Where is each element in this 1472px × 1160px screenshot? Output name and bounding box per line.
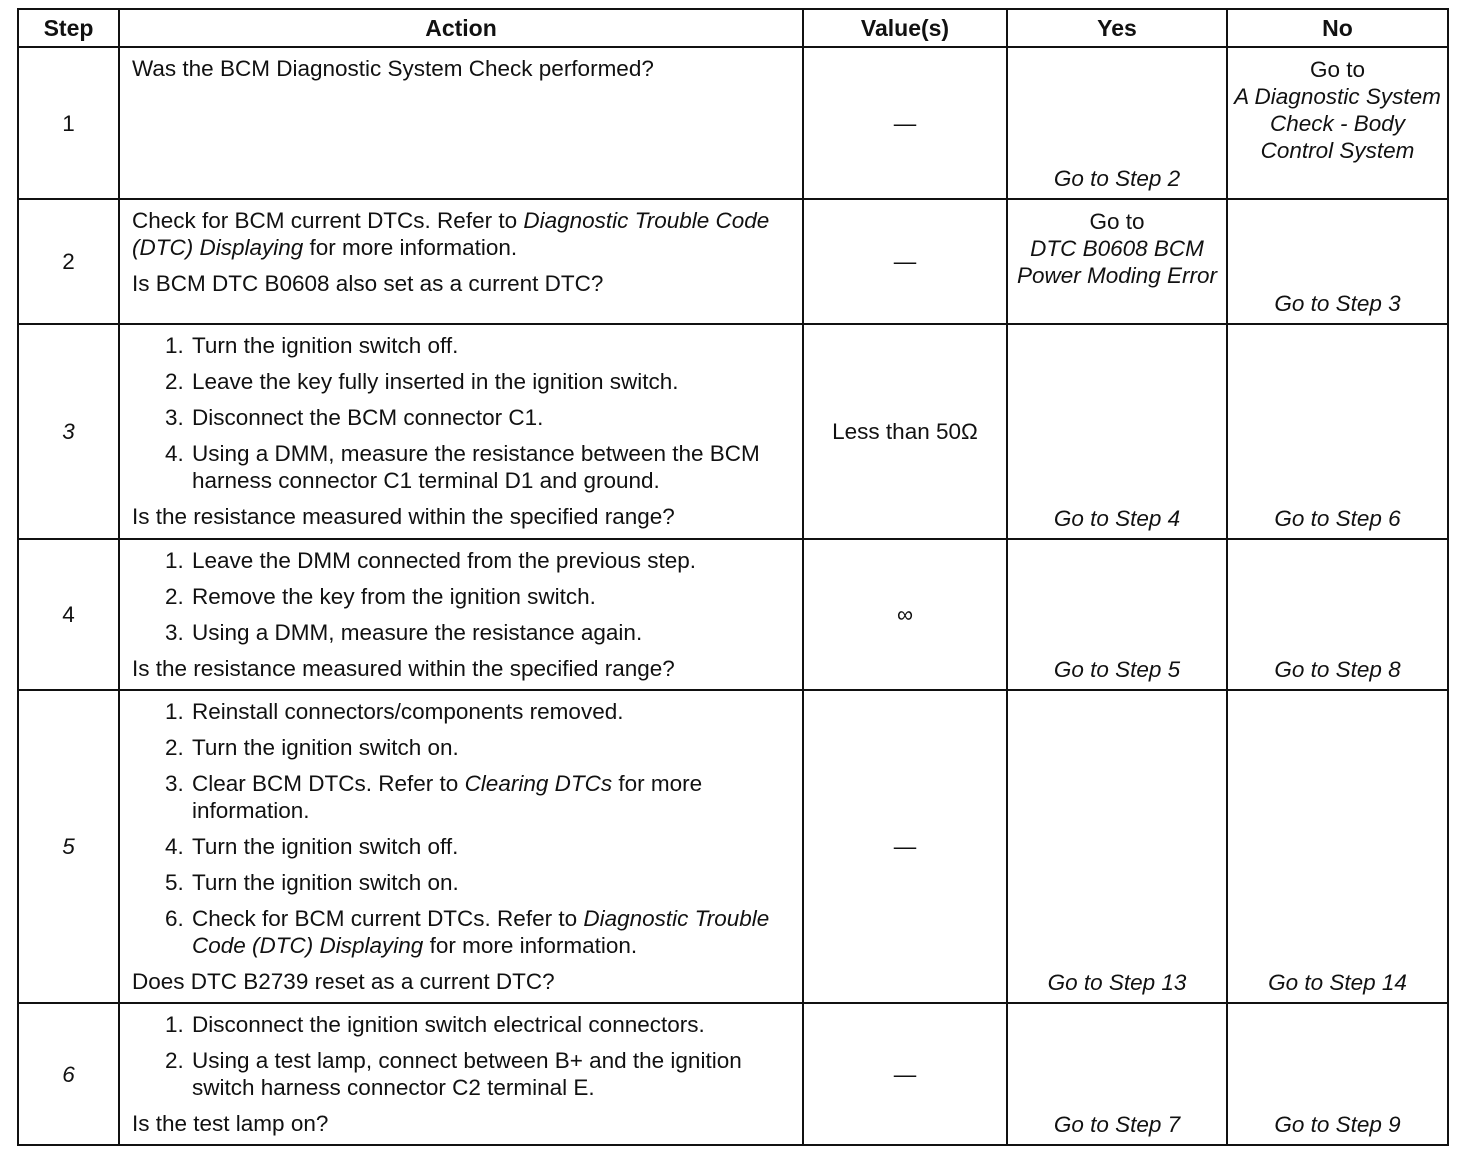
substep: 5. Turn the ignition switch on. xyxy=(190,869,792,896)
value-cell: — xyxy=(803,1003,1007,1145)
yes-goto-prefix: Go to xyxy=(1089,209,1145,234)
action-cell xyxy=(119,690,803,1003)
instruction-reference: Diagnostic Trouble Code (DTC) Displaying xyxy=(132,208,770,260)
action-question: Is BCM DTC B0608 also set as a current DTC? xyxy=(132,271,604,296)
no-cell xyxy=(1227,1003,1448,1145)
step-number: 3 xyxy=(18,324,119,539)
value-cell: — xyxy=(803,690,1007,1003)
no-cell xyxy=(1227,199,1448,324)
no-goto: Go to Step 8 xyxy=(1274,657,1401,682)
substep: 2. Leave the key fully inserted in the ignition switch. xyxy=(190,368,792,395)
table-row xyxy=(18,539,1448,690)
step-number: 1 xyxy=(18,47,119,199)
substep: 4. Using a DMM, measure the resistance between the BCM harness connector C1 terminal D1 and ground. xyxy=(190,440,792,494)
yes-goto: Go to Step 7 xyxy=(1053,1112,1181,1137)
substep: 4. Turn the ignition switch off. xyxy=(190,833,792,860)
action-cell xyxy=(119,199,803,324)
no-goto-prefix: Go to xyxy=(1309,57,1366,82)
action-cell xyxy=(119,1003,803,1145)
yes-goto: Go to Step 2 xyxy=(1053,166,1181,191)
substep-list xyxy=(132,547,792,646)
action-cell xyxy=(119,47,803,199)
yes-cell xyxy=(1007,1003,1227,1145)
action-question: Is the resistance measured within the specified range? xyxy=(132,656,675,681)
header-values: Value(s) xyxy=(803,9,1007,47)
substep: 2. Using a test lamp, connect between B+ and the ignition switch harness connector C2 terminal E. xyxy=(190,1047,792,1101)
action-instruction xyxy=(132,207,792,261)
step-number: 6 xyxy=(18,1003,119,1145)
substep: 1. Leave the DMM connected from the previous step. xyxy=(190,547,792,574)
substep: 3. Using a DMM, measure the resistance again. xyxy=(190,619,792,646)
no-cell xyxy=(1227,324,1448,539)
no-cell xyxy=(1227,539,1448,690)
action-question: Is the resistance measured within the specified range? xyxy=(132,504,675,529)
substep-reference: Diagnostic Trouble Code (DTC) Displaying xyxy=(192,906,770,958)
action-question: Is the test lamp on? xyxy=(132,1111,329,1136)
header-action: Action xyxy=(119,9,803,47)
action-cell xyxy=(119,324,803,539)
yes-cell xyxy=(1007,324,1227,539)
substep-text: Check for BCM current DTCs. Refer to xyxy=(192,906,584,931)
no-goto: Go to Step 14 xyxy=(1268,970,1407,995)
table-row xyxy=(18,324,1448,539)
value-cell: ∞ xyxy=(803,539,1007,690)
yes-goto: Go to Step 4 xyxy=(1053,506,1181,531)
action-question: Does DTC B2739 reset as a current DTC? xyxy=(132,969,555,994)
no-goto: Go to Step 9 xyxy=(1274,1112,1401,1137)
value-cell: Less than 50Ω xyxy=(803,324,1007,539)
substep: 1. Disconnect the ignition switch electrical connectors. xyxy=(190,1011,792,1038)
instruction-text: for more information. xyxy=(303,235,518,260)
header-row xyxy=(18,9,1448,47)
action-cell xyxy=(119,539,803,690)
substep: 2. Remove the key from the ignition switch. xyxy=(190,583,792,610)
no-goto: Go to Step 3 xyxy=(1274,291,1401,316)
substep-text: for more information. xyxy=(423,933,638,958)
substep: 3. Disconnect the BCM connector C1. xyxy=(190,404,792,431)
value-cell: — xyxy=(803,199,1007,324)
no-goto: Go to Step 6 xyxy=(1274,506,1401,531)
substep xyxy=(190,905,792,959)
step-number: 5 xyxy=(18,690,119,1003)
substep-reference: Clearing DTCs xyxy=(464,771,613,796)
table-row xyxy=(18,1003,1448,1145)
yes-goto: Go to Step 13 xyxy=(1047,970,1187,995)
no-cell xyxy=(1227,47,1448,199)
header-no: No xyxy=(1227,9,1448,47)
header-step: Step xyxy=(18,9,119,47)
substep-list xyxy=(132,698,792,959)
substep: 1. Reinstall connectors/components removed. xyxy=(190,698,792,725)
table-row xyxy=(18,199,1448,324)
no-goto-link: A Diagnostic System Check - Body Control System xyxy=(1234,84,1441,163)
step-number: 4 xyxy=(18,539,119,690)
substep: 2. Turn the ignition switch on. xyxy=(190,734,792,761)
substep: 1. Turn the ignition switch off. xyxy=(190,332,792,359)
yes-goto-link: DTC B0608 BCM Power Moding Error xyxy=(1016,236,1218,288)
instruction-text: Check for BCM current DTCs. Refer to xyxy=(132,208,524,233)
substep xyxy=(190,770,792,824)
diagnostic-table xyxy=(17,8,1449,1146)
substep-list xyxy=(132,1011,792,1101)
action-question: Was the BCM Diagnostic System Check performed? xyxy=(132,56,654,81)
yes-goto: Go to Step 5 xyxy=(1053,657,1181,682)
value-cell: — xyxy=(803,47,1007,199)
table-row xyxy=(18,47,1448,199)
table-row xyxy=(18,690,1448,1003)
yes-cell xyxy=(1007,539,1227,690)
substep-list xyxy=(132,332,792,494)
yes-cell xyxy=(1007,47,1227,199)
header-yes: Yes xyxy=(1007,9,1227,47)
substep-text: for more information. xyxy=(192,771,703,823)
yes-cell xyxy=(1007,199,1227,324)
no-cell xyxy=(1227,690,1448,1003)
step-number: 2 xyxy=(18,199,119,324)
substep-text: Clear BCM DTCs. Refer to xyxy=(192,771,465,796)
yes-cell xyxy=(1007,690,1227,1003)
